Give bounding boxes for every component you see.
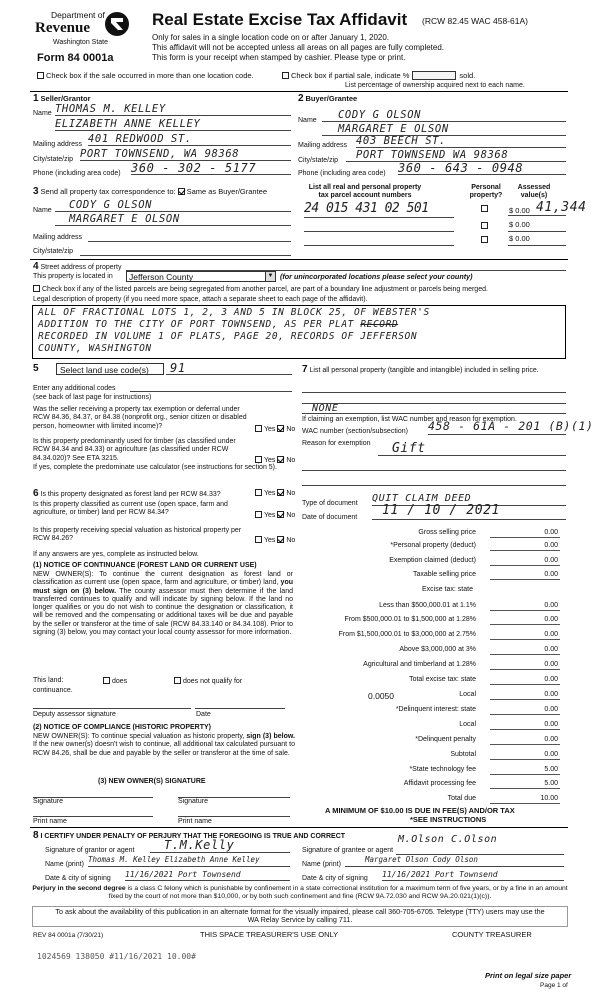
seller-name-1[interactable]: THOMAS M. KELLEY — [55, 103, 291, 116]
tech-fee-value[interactable]: 5.00 — [490, 766, 560, 775]
exemption-question: Was the seller receiving a property tax exemption or deferral under RCW 84.36, 84.37, or 84.38 (nonprofit org., senior citizen or disabled person, homeowner with limited income)? — [33, 406, 247, 430]
new-owner-print-2[interactable] — [178, 816, 290, 817]
does-not-qualify-checkbox[interactable] — [174, 677, 181, 684]
tier4-row: Above $3,000,000 at 3% 0.00 — [302, 645, 566, 656]
reason-input[interactable]: Gift — [392, 441, 426, 456]
buyer-city-input[interactable]: PORT TOWNSEND WA 98368 — [346, 149, 566, 162]
assessed-value-1-handwritten: 41,344 — [536, 200, 587, 215]
seller-city-label: City/state/zip — [33, 156, 74, 163]
header-note-2: This affidavit will not be accepted unless all areas on all pages are fully completed. — [152, 43, 445, 52]
compliance-text: NEW OWNER(S): To continue special valuation as historic property, sign (3) below. If the new owner(s) doesn't wish to continue, all additional tax calculated pursuant to RCW 84.26, shall be due and payable by the seller or transferor at the time of sale. — [33, 733, 295, 757]
header-note-3: This form is your receipt when stamped by cashier. Please type or print. — [152, 53, 406, 62]
assessed-value-2[interactable]: $ 0.00 — [508, 221, 566, 232]
reason-line-2[interactable] — [302, 470, 566, 471]
exemption-deduct-row: Exemption claimed (deduct) 0.00 — [302, 556, 566, 567]
seller-name-2[interactable]: ELIZABETH ANNE KELLEY — [55, 118, 291, 131]
historic-yes-checkbox[interactable] — [255, 536, 262, 543]
multi-location-checkbox[interactable] — [37, 72, 44, 79]
personal-property-line-2[interactable] — [302, 403, 566, 404]
doc-type-label: Type of document — [302, 500, 358, 507]
ownership-list-note: List percentage of ownership acquired next to each name. — [345, 82, 525, 89]
total-state-row: Total excise tax: state 0.00 — [302, 675, 566, 686]
timber-note: If yes, complete the predominate use calculator (see instructions for section 5). — [33, 464, 277, 471]
gross-row: Gross selling price 0.00 — [302, 528, 566, 539]
exemption-yes-no[interactable]: Yes No — [255, 425, 295, 434]
grantee-date-label: Date & city of signing — [302, 875, 368, 882]
buyer-city-label: City/state/zip — [298, 157, 339, 164]
delinquent-state-row: *Delinquent interest: state 0.00 — [302, 705, 566, 716]
dor-emblem-icon — [105, 12, 129, 36]
delinquent-local-value[interactable]: 0.00 — [490, 721, 560, 730]
form-title: Real Estate Excise Tax Affidavit — [152, 10, 408, 29]
personal-deduct-row: *Personal property (deduct) 0.00 — [302, 541, 566, 552]
historic-yes-no[interactable]: Yes No — [255, 536, 295, 545]
deputy-date-label: Date — [196, 711, 211, 718]
delinquent-state-value[interactable]: 0.00 — [490, 706, 560, 715]
total-due-row: Total due 10.00 — [302, 794, 566, 805]
tier2-value[interactable]: 0.00 — [490, 616, 560, 625]
buyer-phone-input[interactable]: 360 - 643 - 0948 — [398, 161, 566, 175]
timber-yes-no[interactable]: Yes No — [255, 456, 295, 465]
buyer-mailing-label: Mailing address — [298, 142, 348, 149]
buyer-name-1[interactable]: CODY G OLSON — [322, 109, 566, 122]
tier3-row: From $1,500,000.01 to $3,000,000 at 2.75% 0.00 — [302, 630, 566, 641]
legal-line-3: RECORDED IN VOLUME 1 OF PLATS, PAGE 20, RECORDS OF JEFFERSON — [38, 331, 418, 342]
grantee-sig-label: Signature of grantee or agent — [302, 847, 394, 854]
legal-struck-word: RECORD — [360, 319, 399, 330]
continuance-title: (1) NOTICE OF CONTINUANCE (FOREST LAND OR CURRENT USE) — [33, 562, 257, 569]
partial-sale-percent-input[interactable] — [412, 71, 456, 80]
forest-question: 6 Is this property designated as forest land per RCW 84.33? — [33, 488, 221, 499]
legal-line-4: COUNTY, WASHINGTON — [38, 343, 152, 354]
multi-location-check[interactable]: Check box if the sale occurred in more than one location code. — [37, 72, 254, 81]
street-address-label: 4 Street address of property — [33, 261, 122, 272]
county-select[interactable] — [126, 271, 276, 282]
new-owner-sig-label-1: Signature — [33, 798, 63, 805]
additional-codes-note: (see back of last page for instructions) — [33, 394, 152, 401]
segregated-check[interactable]: Check box if any of the listed parcels are being segregated from another parcel, are part of a boundary line adjustment or parcels being merged. — [33, 285, 488, 294]
section8-divider — [30, 827, 568, 828]
corr-name-2[interactable]: MARGARET E OLSON — [55, 213, 291, 226]
seller-heading: 1 Seller/Grantor — [33, 93, 91, 104]
buyer-mailing-input[interactable]: 403 BEECH ST. — [356, 135, 566, 148]
grantee-signature[interactable]: M.Olson C.Olson — [398, 834, 498, 845]
reason-label: Reason for exemption — [302, 440, 371, 447]
land-use-code[interactable]: 91 — [170, 361, 186, 375]
agricultural-value[interactable]: 0.00 — [490, 661, 560, 670]
if-yes-note: If any answers are yes, complete as instructed below. — [33, 551, 199, 558]
forest-yes-no[interactable]: Yes No — [255, 489, 295, 498]
tier3-value[interactable]: 0.00 — [490, 631, 560, 640]
buyer-heading: 2 Buyer/Grantee — [298, 93, 358, 104]
parcel-number-2[interactable] — [304, 221, 454, 232]
deputy-signature-label: Deputy assessor signature — [33, 711, 116, 718]
tier2-row: From $500,000.01 to $1,500,000 at 1.28% 0.00 — [302, 615, 566, 626]
land-use-code-line — [166, 374, 292, 375]
header-note-1: Only for sales in a single location code on or after January 1, 2020. — [152, 33, 390, 42]
tier1-row: Less than $500,000.01 at 1.1% 0.00 — [302, 601, 566, 612]
grantee-name-input[interactable]: Margaret Olson Cody Olson — [345, 856, 564, 867]
county-treasurer-label: COUNTY TREASURER — [452, 930, 532, 939]
legal-description-label: Legal description of property (if you need more space, attach a separate sheet to each page of the affidavit). — [33, 296, 368, 303]
revenue-label: Revenue — [35, 20, 90, 36]
grantee-name-label: Name (print) — [302, 861, 341, 868]
new-owner-sig-title: (3) NEW OWNER(S) SIGNATURE — [98, 778, 206, 785]
exemption-claim-label: If claiming an exemption, list WAC number and reason for exemption. — [302, 416, 517, 423]
grantor-name-label: Name (print) — [45, 861, 84, 868]
grantor-date-label: Date & city of signing — [45, 875, 111, 882]
located-in-label: This property is located in — [33, 273, 113, 280]
gross-value[interactable]: 0.00 — [490, 529, 560, 538]
excise-state-label: Excise tax: state — [422, 586, 473, 593]
corr-name-1[interactable]: CODY G OLSON — [55, 199, 291, 212]
grantee-signature-line[interactable] — [396, 845, 564, 855]
agricultural-row: Agricultural and timberland at 1.28% 0.00 — [302, 660, 566, 671]
parcel-number-3[interactable] — [304, 235, 454, 246]
minimum-due-note: A MINIMUM OF $10.00 IS DUE IN FEE(S) AND/OR TAX — [325, 806, 515, 815]
county-select-value: Jefferson County — [129, 272, 194, 282]
personal-col-header: Personal property? — [469, 184, 503, 200]
personal-deduct-value[interactable]: 0.00 — [490, 542, 560, 551]
buyer-name-label: Name — [298, 117, 317, 124]
correspondence-heading: 3 Send all property tax correspondence to: Same as Buyer/Grantee — [33, 186, 268, 197]
personal-checkbox-3[interactable] — [481, 236, 490, 245]
delinquent-penalty-value[interactable]: 0.00 — [490, 736, 560, 745]
tier4-value[interactable]: 0.00 — [490, 646, 560, 655]
seller-phone-input[interactable]: 360 - 302 - 5177 — [131, 161, 291, 175]
reason-line-3[interactable] — [302, 485, 566, 486]
personal-property-line-1[interactable] — [302, 392, 566, 393]
local-row: Local 0.00 — [302, 690, 566, 701]
forest-yes-checkbox[interactable] — [255, 489, 262, 496]
this-land-label: This land: — [33, 677, 64, 684]
corr-city-input[interactable] — [80, 246, 291, 256]
grantor-sig-label: Signature of grantor or agent — [45, 847, 135, 854]
treasurer-use-label: THIS SPACE TREASURER'S USE ONLY — [200, 930, 339, 939]
personal-checkbox-2[interactable] — [481, 222, 490, 231]
rev-number: REV 84 0001a (7/30/21) — [33, 932, 104, 939]
assessed-col-header: Assessed value(s) — [517, 184, 551, 200]
new-owner-print-label-1: Print name — [33, 818, 67, 825]
legal-line-1: ALL OF FRACTIONAL LOTS 1, 2, 3 AND 5 IN BLOCK 25, OF WEBSTER'S — [38, 307, 430, 318]
seller-name-label: Name — [33, 110, 52, 117]
exemption-deduct-value[interactable]: 0.00 — [490, 557, 560, 566]
new-owner-print-label-2: Print name — [178, 818, 212, 825]
segregated-checkbox[interactable] — [33, 285, 40, 292]
current-use-yes-checkbox[interactable] — [255, 511, 262, 518]
tier1-value[interactable]: 0.00 — [490, 602, 560, 611]
personal-checkbox-1[interactable] — [481, 205, 490, 214]
partial-sale-check[interactable]: Check box if partial sale, indicate % sold. — [282, 71, 475, 81]
personal-property-value: NONE — [312, 403, 339, 414]
affidavit-fee-row: Affidavit processing fee 5.00 — [302, 779, 566, 790]
legal-line-2: ADDITION TO THE CITY OF PORT TOWNSEND, AS PER PLAT RECORD — [38, 319, 399, 330]
personal-property-line-3[interactable] — [302, 413, 566, 414]
buyer-name-2[interactable]: MARGARET E OLSON — [322, 123, 566, 136]
grantee-date-input[interactable]: 11/16/2021 Port Townsend — [382, 870, 564, 881]
new-owner-print-1[interactable] — [33, 816, 153, 817]
additional-codes-input[interactable] — [130, 384, 292, 392]
seller-mailing-label: Mailing address — [33, 141, 83, 148]
seller-mailing-input[interactable]: 401 REDWOOD ST. — [88, 133, 291, 146]
corr-mailing-label: Mailing address — [33, 234, 83, 241]
chevron-down-icon[interactable]: ▼ — [265, 272, 275, 281]
does-qualify-checkbox[interactable] — [103, 677, 110, 684]
parcel-number-1[interactable]: 24 015 431 02 501 — [304, 201, 454, 218]
current-use-question: Is this property classified as current use (open space, farm and agriculture, or timber) land per RCW 84.34? — [33, 501, 228, 517]
doc-date-input[interactable]: 11 / 10 / 2021 — [372, 503, 566, 520]
new-owner-sig-label-2: Signature — [178, 798, 208, 805]
does-not-qualify[interactable]: does not qualify for — [174, 677, 242, 686]
doc-type-input[interactable]: QUIT CLAIM DEED — [372, 493, 566, 506]
state-label: Washington State — [53, 39, 108, 46]
grantor-signature[interactable]: T.M.Kelly — [150, 838, 290, 853]
affidavit-fee-value[interactable]: 5.00 — [490, 780, 560, 789]
taxable-row: Taxable selling price 0.00 — [302, 570, 566, 581]
street-address-input[interactable] — [126, 262, 566, 271]
forest-no-checkbox[interactable] — [277, 489, 284, 496]
section4-divider — [30, 259, 568, 260]
treasurer-stamp: 1024569 138050 #11/16/2021 10.00# — [37, 952, 196, 961]
form-number: Form 84 0001a — [37, 52, 114, 64]
header-divider — [30, 91, 568, 92]
deputy-signature-line[interactable] — [33, 708, 191, 709]
certify-statement: 8 I CERTIFY UNDER PENALTY OF PERJURY THAT THE FOREGOING IS TRUE AND CORRECT — [33, 830, 346, 841]
timber-question: Is this property predominantly used for timber (as classified under RCW 84.34 and 84.33) or agriculture (as classified under RCW 84.34.020)? See ETA 3215. — [33, 438, 236, 462]
assessed-value-1[interactable]: $ 0.00 41,344 — [509, 200, 587, 215]
form-citation: (RCW 82.45 WAC 458-61A) — [422, 16, 528, 26]
subtotal-value[interactable]: 0.00 — [490, 751, 560, 760]
section7-label: 7 List all personal property (tangible and intangible) included in selling price. — [302, 364, 539, 375]
historic-question: Is this property receiving special valuation as historical property per RCW 84.26? — [33, 527, 242, 543]
timber-yes-checkbox[interactable] — [255, 456, 262, 463]
does-qualify[interactable]: does — [103, 677, 127, 686]
seller-city-input[interactable]: PORT TOWNSEND, WA 98368 — [80, 148, 291, 161]
perjury-notice: Perjury in the second degree is a class C felony which is punishable by confinement in a state correctional institution for a maximum term of five years, or by a fine in an amount fixed by the court of not more than $10,000, or by both such confinement and fine (RCW 9A.72.030 and RCW 9A.20.021(1)(c)). — [32, 885, 568, 901]
additional-codes-label: Enter any additional codes — [33, 385, 116, 392]
grantor-date-input[interactable]: 11/16/2021 Port Townsend — [125, 870, 290, 881]
historic-no-checkbox[interactable] — [277, 536, 284, 543]
grantor-name-input[interactable]: Thomas M. Kelley Elizabeth Anne Kelley — [88, 856, 290, 867]
current-use-yes-no[interactable]: Yes No — [255, 511, 295, 520]
assessed-value-3[interactable]: $ 0.00 — [508, 235, 566, 246]
compliance-title: (2) NOTICE OF COMPLIANCE (HISTORIC PROPERTY) — [33, 724, 211, 731]
section5-num: 5 — [33, 363, 39, 374]
timber-no-checkbox[interactable] — [277, 456, 284, 463]
deputy-date-line[interactable] — [195, 708, 285, 709]
legal-paper-note: Print on legal size paper — [485, 971, 572, 980]
continuance-label: continuance. — [33, 687, 73, 694]
buyer-phone-label: Phone (including area code) — [298, 170, 386, 177]
tech-fee-row: *State technology fee 5.00 — [302, 765, 566, 776]
reason-line-1[interactable] — [378, 455, 566, 456]
unincorporated-note: (for unincorporated locations please select your county) — [280, 272, 473, 281]
exemption-no-checkbox[interactable] — [277, 425, 284, 432]
continuance-text: NEW OWNER(S): To continue the current designation as forest land or classification as current use (open space, farm and agriculture, or timber) land, you must sign on (3) below. The county assessor must then determine if the land transferred continues to qualify and will indicate by signing below. If the land no longer qualifies or you do not wish to continue the designation or classification, it will be removed and the compensating or additional taxes will be due and payable by the seller or transferor at the time of sale (RCW 84.33.140 or 84.34.108). Prior to signing (3) below, you may contact your local county assessor for more information. — [33, 571, 293, 636]
current-use-no-checkbox[interactable] — [277, 511, 284, 518]
total-state-value[interactable]: 0.00 — [490, 676, 560, 685]
doc-date-label: Date of document — [302, 514, 358, 521]
partial-sale-checkbox[interactable] — [282, 72, 289, 79]
exemption-yes-checkbox[interactable] — [255, 425, 262, 432]
total-due-value[interactable]: 10.00 — [490, 795, 560, 804]
parcel-col-header: List all real and personal property tax parcel account numbers — [308, 184, 422, 200]
land-use-select[interactable] — [56, 363, 164, 375]
see-instructions-note: *SEE INSTRUCTIONS — [410, 815, 487, 824]
local-rate: 0.0050 — [368, 691, 394, 701]
wac-number-input[interactable]: 458 - 61A - 201 (B)(1) — [428, 419, 594, 433]
delinquent-penalty-row: *Delinquent penalty 0.00 — [302, 735, 566, 746]
taxable-value[interactable]: 0.00 — [490, 571, 560, 580]
local-value[interactable]: 0.00 — [490, 691, 560, 700]
subtotal-row: Subtotal 0.00 — [302, 750, 566, 761]
corr-name-label: Name — [33, 207, 52, 214]
alt-format-notice: To ask about the availability of this publication in an alternate format for the visually impaired, please call 360-705-6705. Teletype (TTY) users may use the WA Relay Service by calling 711. — [32, 906, 568, 927]
same-as-buyer-checkbox[interactable] — [178, 188, 185, 195]
corr-city-label: City/state/zip — [33, 248, 74, 255]
dept-label: Department of — [51, 10, 105, 20]
land-use-select-label: Select land use code(s) — [60, 365, 149, 375]
corr-mailing-input[interactable] — [88, 232, 291, 242]
seller-phone-label: Phone (including area code) — [33, 170, 121, 177]
wac-label: WAC number (section/subsection) — [302, 428, 408, 435]
page-number: Page 1 of — [540, 982, 568, 989]
delinquent-local-row: Local 0.00 — [302, 720, 566, 731]
